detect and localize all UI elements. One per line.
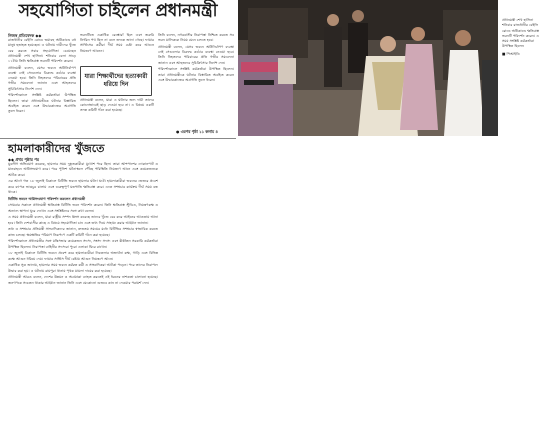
article-dateline: নিজস্ব প্রতিবেদক ◆◆ [8, 33, 42, 38]
photo-credit: ■ পিআইডি [502, 51, 520, 56]
article-paragraph: পরিদর্শনকালে প্রধানমন্ত্রীর সঙ্গে মন্ত্রিসভার কয়েকজন সদস্য, সংসদ সদস্য এবং ঊর্ধ্বতন সরকারি কর্মকর্তারা উপস্থিত ছিলেন। নিরাপত্তা বাহিনীর সদস্যরা পুরো এলাকা ঘিরে রাখেন। [8, 239, 158, 249]
article-paragraph: রাজধানীর বেইলি রোডে ভয়াবহ অগ্নিকাণ্ডে বহু মানুষ হতাহত হয়েছেন। এ ঘটনায় দায়ীদের খুঁজে বের করতে সবার সহযোগিতা চেয়েছেন প্রধানমন্ত্রী শেখ হাসিনা। শনিবার বেলা সাড়ে ১১টায় তিনি ক্ষতিগ্রস্ত ভবনটি পরিদর্শন করেন। [8, 38, 76, 64]
article-subheading: বিটিভি ভবনে অগ্নিসংযোগ পরিদর্শন করলেন প্রধানমন্ত্রী [8, 196, 86, 201]
article-paragraph: পরিদর্শনকালে সংশ্লিষ্ট কর্মকর্তারা উপস্থিত ছিলেন। তারা প্রধানমন্ত্রীকে ঘটনার বিস্তারিত অবহিত করেন এবং উদ্ধারকাজের অগ্রগতি তুলে ধরেন। [158, 67, 234, 82]
article-paragraph: প্রধানমন্ত্রী বলেন, যেসব ভবনে অগ্নিনির্বাপণ ব্যবস্থা নেই সেগুলোর বিরুদ্ধে কঠোর ব্যবস্থা নেওয়া হবে। তিনি নিহতদের পরিবারের প্রতি গভীর সমবেদনা জানান এবং আহতদের সুচিকিৎসার নির্দেশ দেন। [8, 65, 76, 91]
pull-quote-text: যারা শিক্ষার্থীদের হত্যাকারী ধরিয়ে দিন [84, 73, 148, 88]
article-body-2 [8, 157, 158, 440]
article-headline: সহযোগিতা চাইলেন প্রধানমন্ত্রী [18, 1, 218, 21]
photo-caption-text: প্রধানমন্ত্রী শেখ হাসিনা শনিবার রাজধানীর বেইলি রোডে অগ্নিকাণ্ডে ক্ষতিগ্রস্ত ভবনটি পরিদর্শন করেন। এ সময় সংশ্লিষ্ট কর্মকর্তারা উপস্থিত ছিলেন [502, 18, 540, 49]
article-paragraph: এর আগে গত ১৮ জুলাই বিকালে বিটিভি ভবনে হামলার ঘটনা ঘটে। হামলাকারীরা ভবনের ভেতরে প্রবেশ করে ব্যাপক ভাঙচুর চালায় এবং গুরুত্বপূর্ণ যন্ত্রপাতি ক্ষতিগ্রস্ত করে। এতে সম্প্রচার কার্যক্রম দীর্ঘ সময় বন্ধ থাকে। [8, 179, 158, 194]
article-paragraph: তিনি বলেন, নগরবাসীর নিরাপত্তা নিশ্চিত করতে সব ভবন মালিককে নিয়ম মেনে চলতে হবে। [158, 33, 234, 43]
article-paragraph: প্রধানমন্ত্রী বলেন, যারা এ ঘটনার জন্য দায়ী তাদের কোনোভাবেই ছাড় দেওয়া হবে না। এ বিষয়ে একটি তদন্ত কমিটি গঠন করা হয়েছে। [80, 98, 154, 113]
article-paragraph: যুবলীগ অভিযোগ করেছে, হামলার সময় দুষ্কৃতকারীরা মুখোশ পরে ছিল। তারা আশপাশের দোকানপাট ও যানবাহনে অগ্নিসংযোগ করে। পরে পুলিশ ঘটনাস্থলে পৌঁছে পরিস্থিতি নিয়ন্ত্রণে আনে এবং কয়েকজনকে আটক করে। [8, 162, 158, 177]
article-column-left [8, 33, 76, 135]
article-paragraph: প্রধানমন্ত্রী আরও বলেন, দেশের উন্নয়ন ও অগ্রযাত্রা ব্যাহত করতেই এই ধরনের নাশকতা চালানো হয়েছে। জনগণকে সচেতন থাকার আহ্বান জানান তিনি এবং যেকোনো গুজবে কান না দেওয়ার পরামর্শ দেন। [8, 275, 158, 285]
continued-on-page-note: ● এরপর পৃষ্ঠা ১১ কলাম ৪ [176, 129, 218, 134]
article-paragraph: সোমবার সকালে প্রধানমন্ত্রী ক্ষতিগ্রস্ত বিটিভি ভবন পরিদর্শন করেন। তিনি ক্ষতিগ্রস্ত স্টুডিও, নিয়ন্ত্রণকক্ষ ও অন্যান্য স্থাপনা ঘুরে দেখেন এবং সংশ্লিষ্টদের সঙ্গে কথা বলেন। [8, 203, 158, 213]
photo-caption [502, 18, 540, 130]
article-column-middle-top [80, 33, 154, 65]
article-paragraph: একাধিক সূত্র জানায়, হামলার সময় ভবনে কর্মরত কর্মী ও সাংবাদিকরা আটকা পড়েন। পরে তাদের নিরাপদে উদ্ধার করা হয়। এ ঘটনায় রামপুরা থানায় পৃথক মামলা দায়ের করা হয়েছে। [8, 263, 158, 273]
article-paragraph: এ সময় প্রধানমন্ত্রী বলেন, যারা রাষ্ট্রীয় সম্পদ ধ্বংস করেছে তাদের খুঁজে বের করে আইনের আওতায় আনা হবে। তিনি দেশবাসীর কাছে এ বিষয়ে সহযোগিতা চান এবং তথ্য দিয়ে সাহায্য করার আহ্বান জানান। [8, 215, 158, 225]
article-paragraph: প্রধানমন্ত্রী বলেন, যেসব ভবনে অগ্নিনির্বাপণ ব্যবস্থা নেই সেগুলোর বিরুদ্ধে কঠোর ব্যবস্থা নেওয়া হবে। তিনি নিহতদের পরিবারের প্রতি গভীর সমবেদনা জানান এবং আহতদের সুচিকিৎসার নির্দেশ দেন। [158, 45, 234, 65]
article-column-middle-bottom [80, 98, 154, 135]
article-paragraph: পরিদর্শনকালে সংশ্লিষ্ট কর্মকর্তারা উপস্থিত ছিলেন। তারা প্রধানমন্ত্রীকে ঘটনার বিস্তারিত অবহিত করেন এবং উদ্ধারকাজের অগ্রগতি তুলে ধরেন। [8, 93, 76, 114]
article-paragraph: ভবনটিতে একাধিক রেস্তোরাঁ ছিল এবং জরুরি নির্গমন পথ ছিল না বলে তদন্তে জানা গেছে। ফায়ার সার্ভিসের কর্মীরা দীর্ঘ সময় চেষ্টা করে আগুন নিয়ন্ত্রণে আনেন। [80, 33, 154, 53]
pull-quote-box [80, 66, 152, 96]
article-paragraph: তথ্য ও সম্প্রচার প্রতিমন্ত্রী সাংবাদিকদের জানান, দ্রুততম সময়ের মধ্যে বিটিভির সম্প্রচার স্বাভাবিক করতে কাজ চলছে। ক্ষয়ক্ষতির পরিমাণ নিরূপণে একটি কমিটি গঠন করা হয়েছে। [8, 227, 158, 237]
article-headline-2: হামলাকারীদের খুঁজতে [8, 142, 105, 155]
news-photo-illustration [238, 0, 498, 136]
article-paragraph: ১৮ জুলাই বিকালে বিটিভি ভবনে প্রবেশ করে হামলাকারীরা নিচতলার অভ্যর্থনা কক্ষ, গাড়ি এবং বিভিন্ন কক্ষে আগুন ধরিয়ে দেয়। ফায়ার সার্ভিস দীর্ঘ চেষ্টায় আগুন নিয়ন্ত্রণে আনে। [8, 251, 158, 261]
news-photo [238, 0, 498, 136]
section-divider [0, 138, 236, 139]
article-column-right [158, 33, 234, 127]
article-dateline-2: ◆◆ প্রথম পৃষ্ঠার পর [8, 157, 39, 162]
